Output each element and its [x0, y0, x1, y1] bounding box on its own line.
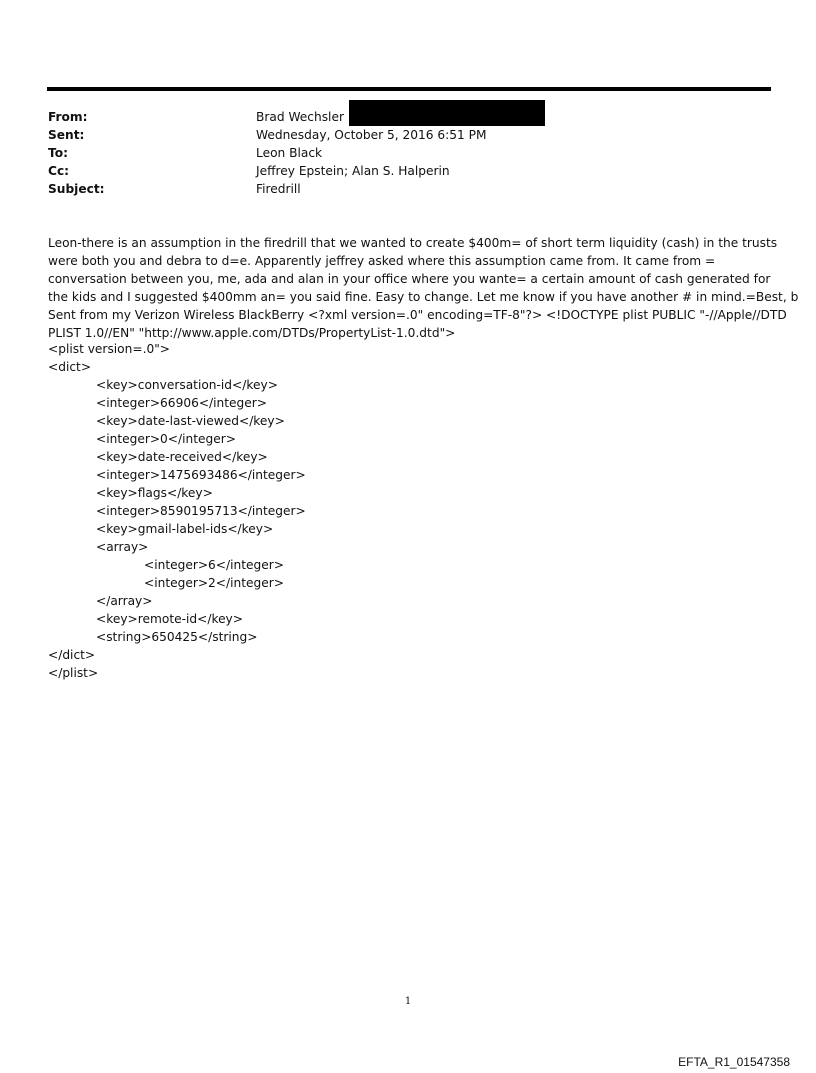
- xml-line: <dict>: [48, 360, 92, 374]
- subject-row: [48, 180, 545, 198]
- xml-line: <key>conversation-id</key>: [96, 378, 278, 392]
- header-rule: [47, 87, 771, 91]
- subject-value: Firedrill: [256, 182, 301, 196]
- to-label: To:: [48, 146, 68, 160]
- sent-value: Wednesday, October 5, 2016 6:51 PM: [256, 128, 487, 142]
- body-line: PLIST 1.0//EN" "http://www.apple.com/DTDs/PropertyList-1.0.dtd">: [48, 326, 456, 340]
- from-value-wrap: [256, 108, 545, 126]
- xml-line: </plist>: [48, 666, 99, 680]
- body-line: Sent from my Verizon Wireless BlackBerry <?xml version=.0" encoding=TF-8"?> <!DOCTYPE plist PUBLIC "-//Apple//DTD: [48, 308, 787, 322]
- email-header: [48, 108, 545, 198]
- sent-row: [48, 126, 545, 144]
- xml-line: <key>remote-id</key>: [96, 612, 243, 626]
- sent-label: Sent:: [48, 128, 85, 142]
- email-body: [48, 234, 799, 342]
- xml-line: <integer>6</integer>: [144, 558, 284, 572]
- xml-line: <array>: [96, 540, 149, 554]
- xml-line: <string>650425</string>: [96, 630, 258, 644]
- xml-line: <key>date-received</key>: [96, 450, 268, 464]
- xml-line: <integer>66906</integer>: [96, 396, 267, 410]
- body-line: the kids and I suggested $400mm an= you said fine. Easy to change. Let me know if you have another # in mind.=Best, b: [48, 290, 799, 304]
- xml-line: <integer>0</integer>: [96, 432, 236, 446]
- redaction-box: [349, 100, 545, 126]
- cc-value: Jeffrey Epstein; Alan S. Halperin: [256, 164, 450, 178]
- body-line: conversation between you, me, ada and alan in your office where you wante= a certain amount of cash generated for: [48, 272, 771, 286]
- cc-row: [48, 162, 545, 180]
- xml-line: </array>: [96, 594, 153, 608]
- xml-line: <key>gmail-label-ids</key>: [96, 522, 274, 536]
- plist-block: [48, 340, 306, 682]
- document-id: EFTA_R1_01547358: [678, 1055, 790, 1069]
- subject-label: Subject:: [48, 182, 105, 196]
- xml-line: </dict>: [48, 648, 96, 662]
- xml-line: <integer>2</integer>: [144, 576, 284, 590]
- to-row: [48, 144, 545, 162]
- to-value: Leon Black: [256, 146, 323, 160]
- body-line: Leon-there is an assumption in the firedrill that we wanted to create $400m= of short term liquidity (cash) in the trusts: [48, 236, 778, 250]
- from-label: From:: [48, 110, 88, 124]
- xml-line: <key>date-last-viewed</key>: [96, 414, 285, 428]
- xml-line: <key>flags</key>: [96, 486, 213, 500]
- xml-line: <plist version=.0">: [48, 342, 171, 356]
- cc-label: Cc:: [48, 164, 70, 178]
- from-row: [48, 108, 545, 126]
- xml-line: <integer>8590195713</integer>: [96, 504, 306, 518]
- body-line: were both you and debra to d=e. Apparently jeffrey asked where this assumption came from. It came from =: [48, 254, 716, 268]
- page-number: 1: [404, 996, 412, 1007]
- xml-line: <integer>1475693486</integer>: [96, 468, 306, 482]
- from-value: Brad Wechsler: [256, 110, 344, 124]
